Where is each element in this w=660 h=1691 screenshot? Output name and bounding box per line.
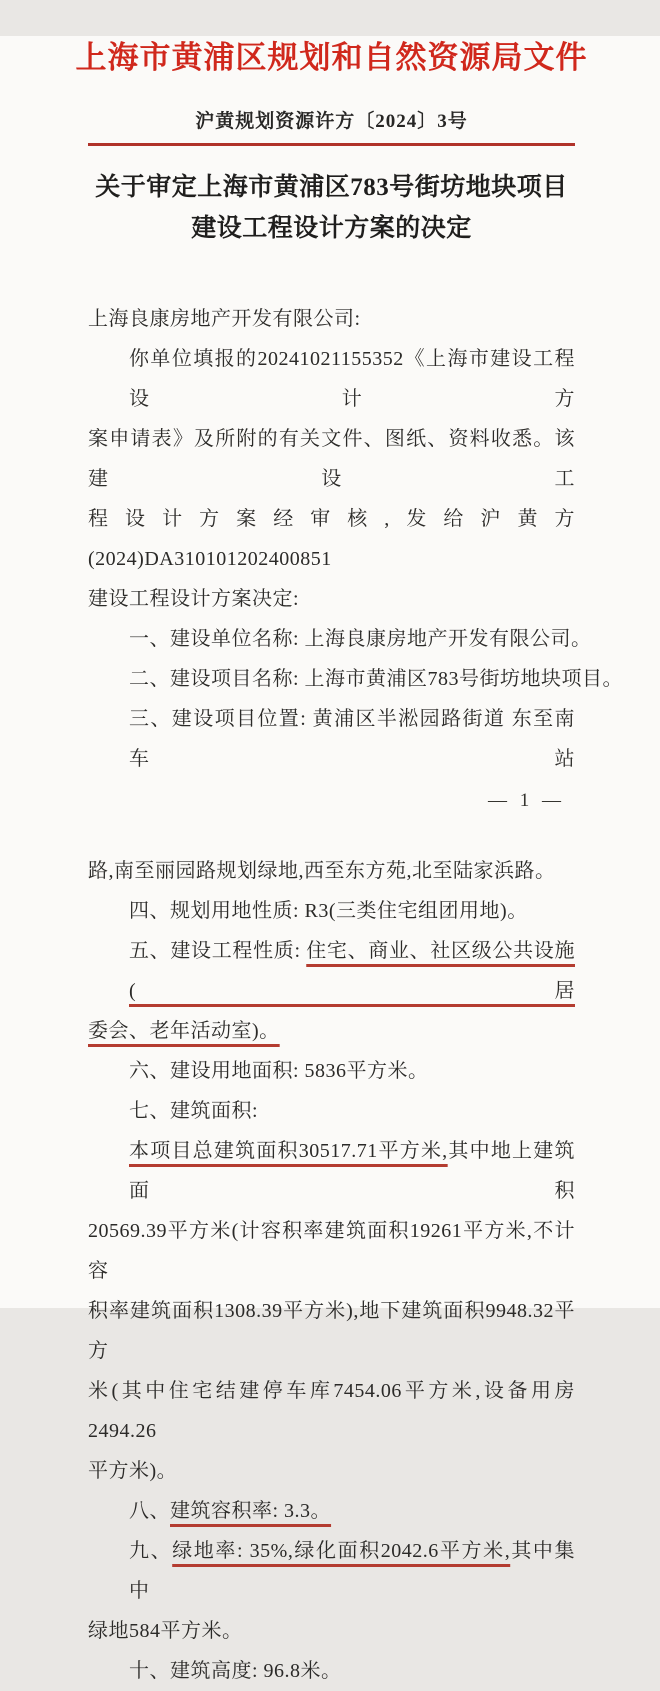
doc-line bbox=[88, 1211, 575, 1291]
document-title-line1: 关于审定上海市黄浦区783号街坊地块项目 bbox=[95, 174, 568, 202]
doc-line bbox=[88, 891, 575, 931]
doc-line bbox=[88, 499, 575, 579]
underlined-text: 建筑容积率: 3.3。 bbox=[170, 1500, 332, 1523]
text-segment: 三、建设项目位置: 黄浦区半淞园路街道 东至南车站 bbox=[129, 708, 575, 771]
doc-line bbox=[88, 1051, 575, 1091]
doc-line bbox=[88, 851, 575, 891]
text-segment: 建设工程设计方案决定: bbox=[88, 588, 300, 611]
underlined-text: 住宅、商业、社区级公共设施(居 bbox=[129, 940, 575, 1003]
doc-line bbox=[88, 699, 575, 779]
doc-line bbox=[88, 1611, 575, 1651]
doc-line bbox=[88, 619, 592, 659]
text-segment: 六、建设用地面积: 5836平方米。 bbox=[129, 1060, 429, 1083]
doc-line bbox=[88, 1011, 575, 1051]
text-segment: 七、建筑面积: bbox=[129, 1100, 259, 1123]
text-segment: 案申请表》及所附的有关文件、图纸、资料收悉。该建设工 bbox=[88, 428, 575, 491]
doc-line bbox=[88, 579, 575, 619]
doc-line bbox=[88, 1651, 575, 1691]
text-segment: 绿地584平方米。 bbox=[88, 1620, 243, 1643]
text-segment: 程设计方案经审核,发给沪黄方(2024)DA310101202400851 bbox=[88, 508, 575, 571]
document-title-line2: 建设工程设计方案的决定 bbox=[191, 215, 472, 243]
underlined-text: 本项目总建筑面积30517.71平方米, bbox=[129, 1140, 448, 1163]
text-segment: 路,南至丽园路规划绿地,西至东方苑,北至陆家浜路。 bbox=[88, 860, 556, 883]
text-segment: 九、 bbox=[129, 1540, 173, 1563]
text-segment: 其中集中 bbox=[129, 1540, 576, 1603]
doc-line bbox=[88, 1291, 575, 1371]
text-segment: 二、建设项目名称: 上海市黄浦区783号街坊地块项目。 bbox=[129, 668, 624, 691]
text-segment: 十、建筑高度: 96.8米。 bbox=[129, 1660, 342, 1683]
doc-line bbox=[88, 931, 575, 1011]
text-segment: 其中地上建筑面积 bbox=[129, 1140, 576, 1203]
text-segment: 四、规划用地性质: R3(三类住宅组团用地)。 bbox=[129, 900, 528, 923]
doc-line bbox=[88, 299, 575, 339]
document-title bbox=[78, 167, 585, 249]
page-number: — 1 — bbox=[488, 790, 565, 812]
red-divider-rule bbox=[88, 143, 575, 146]
doc-line bbox=[88, 1091, 575, 1131]
text-segment: 20569.39平方米(计容积率建筑面积19261平方米,不计容 bbox=[88, 1220, 575, 1283]
document-number: 沪黄规划资源许方〔2024〕3号 bbox=[195, 111, 468, 133]
underlined-text: 委会、老年活动室)。 bbox=[88, 1020, 280, 1043]
underlined-text: 绿地率: 35%,绿化面积2042.6平方米, bbox=[172, 1540, 511, 1563]
text-segment: 积率建筑面积1308.39平方米),地下建筑面积9948.32平方 bbox=[88, 1300, 575, 1363]
text-segment: 你单位填报的20241021155352《上海市建设工程设计方 bbox=[129, 348, 575, 411]
doc-line bbox=[88, 1491, 575, 1531]
doc-line bbox=[88, 659, 624, 699]
text-segment: 八、 bbox=[129, 1500, 170, 1523]
doc-line bbox=[88, 1531, 575, 1611]
letterhead-org-title: 上海市黄浦区规划和自然资源局文件 bbox=[75, 40, 588, 75]
document-body bbox=[88, 299, 624, 1691]
document-page bbox=[0, 36, 660, 1683]
text-segment: 平方米)。 bbox=[88, 1460, 178, 1483]
doc-line bbox=[88, 339, 575, 419]
doc-line bbox=[88, 1451, 575, 1491]
doc-line bbox=[88, 1371, 575, 1451]
text-segment: 米(其中住宅结建停车库7454.06平方米,设备用房2494.26 bbox=[88, 1380, 575, 1443]
doc-line bbox=[88, 1131, 575, 1211]
text-segment: 上海良康房地产开发有限公司: bbox=[88, 308, 361, 331]
text-segment: 一、建设单位名称: 上海良康房地产开发有限公司。 bbox=[129, 628, 592, 651]
doc-line bbox=[88, 419, 575, 499]
text-segment: 五、建设工程性质: bbox=[129, 940, 307, 963]
